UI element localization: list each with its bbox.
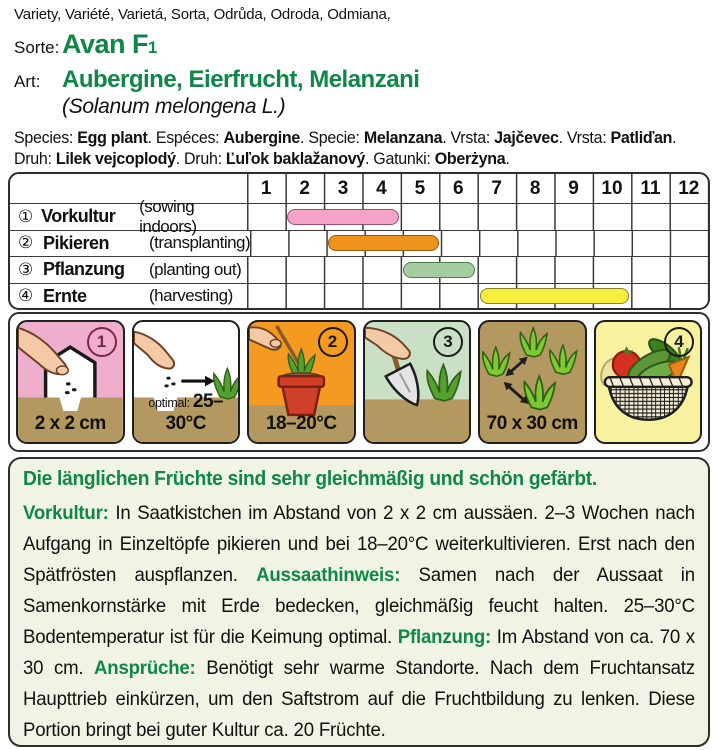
- plant-spacing-label: 70 x 30 cm: [486, 413, 578, 434]
- species-line-2: Druh: Lilek vejcoplodý. Druh: Ľuľok baklažanový. Gatunki: Oberżyna.: [14, 150, 510, 168]
- panel-transplant-pot: [247, 320, 356, 444]
- step-1-badge: 1: [87, 327, 117, 357]
- calendar-bar-pikieren: [328, 235, 438, 251]
- month-label: 7: [491, 177, 502, 199]
- month-label: 9: [568, 177, 579, 199]
- latin-name: (Solanum melongena L.): [62, 95, 286, 118]
- header: [14, 6, 708, 170]
- growing-temp-label: 18–20°C: [265, 413, 337, 434]
- species-common-names: Aubergine, Eierfrucht, Melanzani: [62, 66, 420, 93]
- month-label: 6: [453, 177, 464, 199]
- row-label-de: Pflanzung: [43, 259, 125, 280]
- row-label-en: (sowing indoors): [139, 196, 197, 236]
- row-label-de: Vorkultur: [41, 206, 116, 227]
- sorte-label: Sorte:: [14, 38, 60, 57]
- month-label: 11: [640, 177, 661, 199]
- month-label: 1: [260, 177, 272, 199]
- step-2-badge: 2: [318, 327, 348, 357]
- month-label: 10: [601, 177, 623, 199]
- sorte-row: [14, 29, 708, 60]
- pictogram-strip: [8, 312, 710, 452]
- panel-sow-indoors: [16, 320, 125, 444]
- calendar-bar-ernte: [480, 288, 630, 304]
- calendar-row-pikieren: [10, 230, 708, 257]
- sowing-calendar: [8, 172, 710, 310]
- calendar-bar-pflanzung: [403, 262, 476, 278]
- row-number-icon: ③: [18, 259, 34, 279]
- species-line-1: Species: Egg plant. Espéces: Aubergine. Specie: Melanzana. Vrsta: Jajčevec. Vrsta: Patliďan.: [14, 129, 677, 147]
- row-label-en: (transplanting): [149, 233, 251, 253]
- calendar-row-ernte: [10, 283, 708, 310]
- species-translations: [14, 128, 707, 170]
- description-heading: Die länglichen Früchte sind sehr gleichmäßig und schön gefärbt.: [23, 468, 597, 490]
- description-body: Vorkultur: In Saatkistchen im Abstand von 2 x 2 cm aussäen. 2–3 Wochen nach Aufgang in Einzeltöpfe pikieren und bei 18–20°C weiterkultivieren. Erst nach den Spätfrösten auspflanzen. Aussaathinweis: Samen nach der Aussaat in Samenkornstärke mit Erde bedecken, gleichmäßig feucht halten. 25–30°C Bodentemperatur ist für die Keimung optimal. Pflanzung: Im Abstand von ca. 70 x 30 cm. Ansprüche: Benötigt sehr warme Standorte. Nach dem Fruchtansatz Haupttrieb einkürzen, um den Saftstrom auf die Fruchtbildung zu lenken. Diese Portion bringt bei guter Kultur ca. 20 Früchte.: [23, 502, 695, 741]
- row-label-en: (planting out): [149, 259, 242, 279]
- month-label: 3: [337, 177, 349, 199]
- panel-optimal-temp: [132, 320, 241, 444]
- month-label: 12: [678, 177, 700, 199]
- step-4-badge: 4: [664, 327, 694, 357]
- month-label: 8: [529, 177, 541, 199]
- row-number-icon: ②: [18, 233, 34, 253]
- step-3-badge: 3: [433, 327, 463, 357]
- month-label: 5: [414, 177, 426, 199]
- art-row: [14, 66, 708, 94]
- f1-subscript: 1: [148, 38, 157, 57]
- row-number-icon: ④: [18, 286, 34, 306]
- month-header-row: [10, 174, 708, 203]
- calendar-bar-vorkultur: [287, 209, 398, 225]
- row-label-en: (harvesting): [149, 286, 233, 306]
- panel-harvest: [594, 320, 703, 444]
- sow-spacing-label: 2 x 2 cm: [34, 413, 106, 434]
- panel-spacing: [478, 320, 587, 444]
- varieties-line: Variety, Variété, Varietá, Sorta, Odrůda, Odroda, Odmiana,: [14, 6, 391, 23]
- month-label: 2: [299, 177, 310, 199]
- month-header-cells: [247, 174, 708, 203]
- panel-plant-out: [363, 320, 472, 444]
- description-box: [8, 457, 710, 747]
- row-number-icon: ①: [18, 206, 34, 226]
- row-label-de: Ernte: [43, 285, 87, 306]
- optimal-temp-label: optimal: 25–30°C: [148, 391, 224, 434]
- calendar-row-vorkultur: [10, 196, 708, 236]
- variety-name: Avan F1: [62, 29, 157, 59]
- art-label: Art:: [14, 72, 41, 91]
- calendar-row-pflanzung: [10, 256, 708, 283]
- row-label-de: Pikieren: [43, 232, 110, 253]
- month-label: 4: [376, 177, 387, 199]
